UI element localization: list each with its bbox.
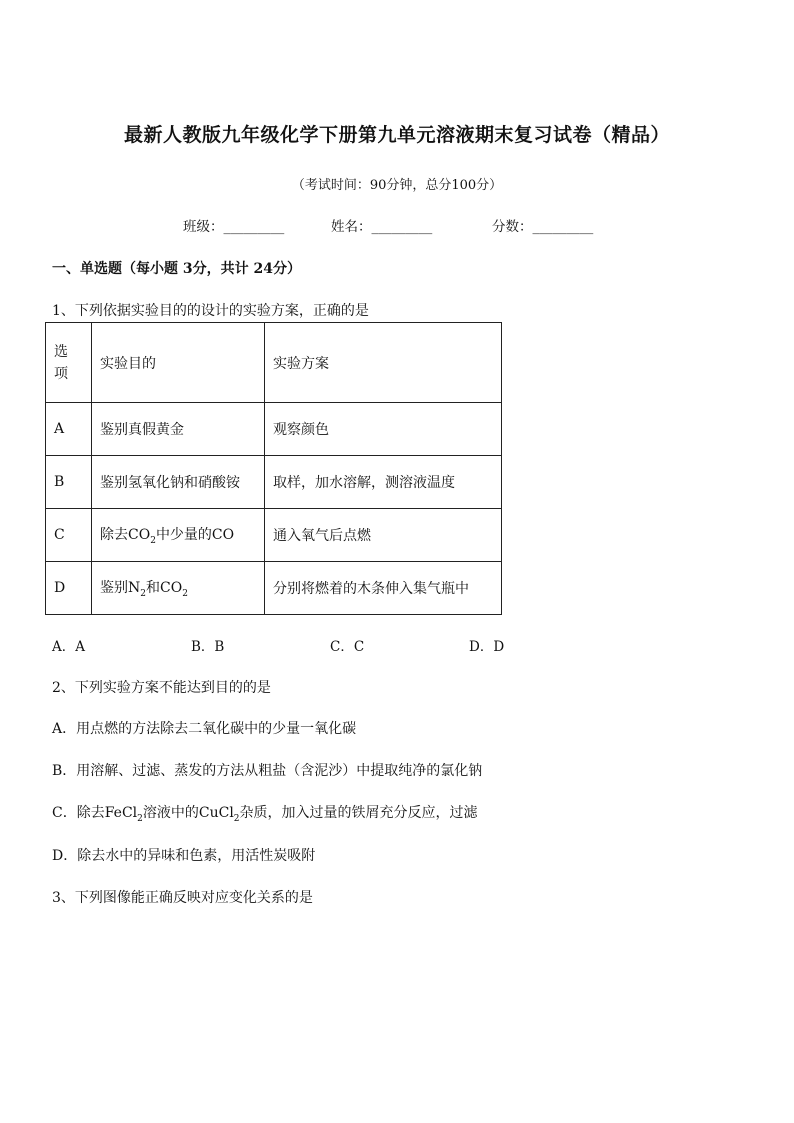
row-plan: 通入氧气后点燃	[265, 509, 502, 562]
question-3-stem: 3、下列图像能正确反映对应变化关系的是	[52, 890, 313, 906]
table-row	[46, 562, 502, 615]
question-1-table	[45, 322, 502, 615]
row-purpose: 鉴别氢氧化钠和硝酸铵	[92, 456, 265, 509]
header-purpose: 实验目的	[92, 323, 265, 403]
q1-option-b: B．B	[191, 639, 225, 655]
row-plan: 观察颜色	[265, 403, 502, 456]
section-heading: 一、单选题（每小题 3分，共计 24分）	[52, 261, 301, 277]
q1-option-c: C．C	[330, 639, 365, 655]
row-purpose: 鉴别真假黄金	[92, 403, 265, 456]
name-field	[331, 215, 432, 235]
q2-option-b: B．用溶解、过滤、蒸发的方法从粗盐（含泥沙）中提取纯净的氯化钠	[52, 763, 483, 779]
row-plan: 分别将燃着的木条伸入集气瓶中	[265, 562, 502, 615]
exam-subtitle: （考试时间：90分钟，总分100分）	[291, 178, 503, 193]
table-header-row	[46, 323, 502, 403]
row-key: B	[46, 456, 92, 509]
header-plan: 实验方案	[265, 323, 502, 403]
row-purpose: 除去$CO_2$中少量的CO	[92, 509, 265, 562]
table-row	[46, 509, 502, 562]
row-plan: 取样，加水溶解，测溶液温度	[265, 456, 502, 509]
question-2-stem: 2、下列实验方案不能达到目的的是	[52, 680, 271, 696]
q2-option-d: D．除去水中的异味和色素，用活性炭吸附	[52, 848, 316, 864]
score-field	[492, 215, 593, 235]
row-key: C	[46, 509, 92, 562]
class-field	[183, 215, 284, 235]
class-blank: _________	[223, 219, 285, 235]
name-blank: _________	[371, 219, 433, 235]
table-row	[46, 456, 502, 509]
q1-option-a: A．A	[52, 639, 85, 655]
q2-option-c: C．除去FeCl$_2$溶液中的CuCl$_2$杂质，加入过量的铁屑充分反应，过滤	[52, 805, 478, 824]
score-label: 分数：	[492, 219, 533, 235]
page-title: 最新人教版九年级化学下册第九单元溶液期末复习试卷（精品）	[123, 124, 670, 146]
score-blank: _________	[532, 219, 594, 235]
question-1-stem: 1、下列依据实验目的的设计的实验方案，正确的是	[52, 303, 369, 319]
header-option: 选 项	[46, 323, 92, 403]
q2-option-a: A．用点燃的方法除去二氧化碳中的少量一氧化碳	[52, 721, 357, 737]
row-key: D	[46, 562, 92, 615]
row-key: A	[46, 403, 92, 456]
q1-option-d: D．D	[469, 639, 505, 655]
table-row	[46, 403, 502, 456]
row-purpose: 鉴别$N_2$和$CO_2$	[92, 562, 265, 615]
class-label: 班级：	[183, 219, 224, 235]
name-label: 姓名：	[331, 219, 372, 235]
